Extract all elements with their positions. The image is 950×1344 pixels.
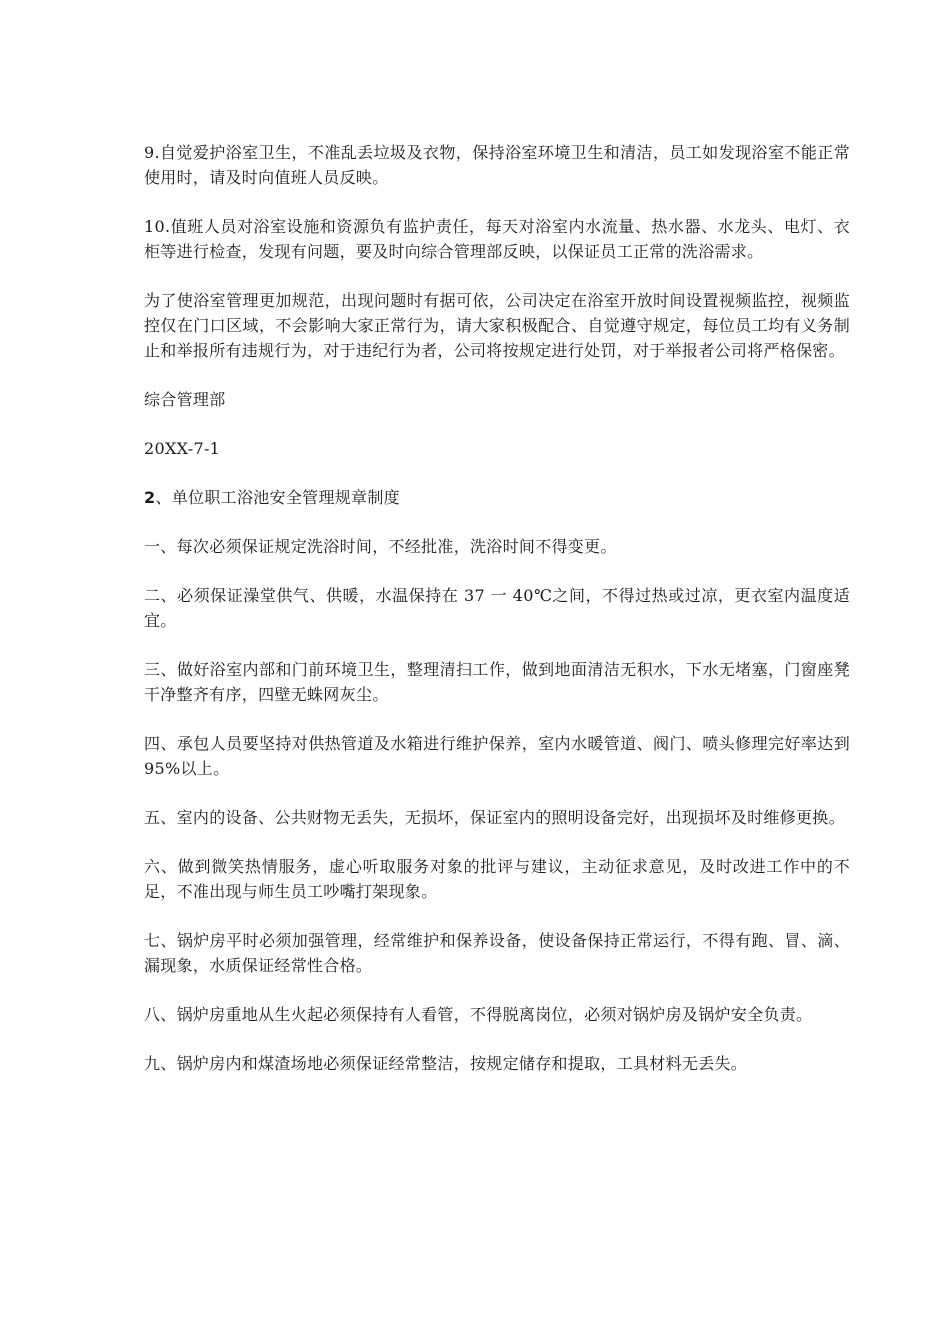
rule-6: 六、做到微笑热情服务，虚心听取服务对象的批评与建议，主动征求意见，及时改进工作中的不足，不准出现与师生员工吵嘴打架现象。 (144, 857, 850, 901)
section-heading (144, 485, 850, 510)
notice-paragraph: 为了使浴室管理更加规范，出现问题时有据可依，公司决定在浴室开放时间设置视频监控，视频监控仅在门口区域，不会影响大家正常行为，请大家积极配合、自觉遵守规定，每位员工均有义务制止和举报所有违规行为，对于违纪行为者，公司将按规定进行处罚，对于举报者公司将严格保密。 (144, 291, 850, 360)
section-title: 、单位职工浴池安全管理规章制度 (155, 488, 400, 507)
rule-2: 二、必须保证澡堂供气、供暖，水温保持在 37 一 40℃之间，不得过热或过凉，更衣室内温度适宜。 (144, 586, 850, 630)
paragraph-item-10: 10.值班人员对浴室设施和资源负有监护责任，每天对浴室内水流量、热水器、水龙头、电灯、衣柜等进行检查，发现有问题，要及时向综合管理部反映，以保证员工正常的洗浴需求。 (144, 217, 850, 261)
paragraph-item-9: 9.自觉爱护浴室卫生，不准乱丢垃圾及衣物，保持浴室环境卫生和清洁，员工如发现浴室不能正常使用时，请及时向值班人员反映。 (144, 143, 850, 187)
rule-5: 五、室内的设备、公共财物无丢失，无损坏，保证室内的照明设备完好，出现损坏及时维修更换。 (144, 808, 845, 827)
rule-9: 九、锅炉房内和煤渣场地必须保证经常整洁，按规定储存和提取，工具材料无丢失。 (144, 1054, 748, 1073)
rule-8: 八、锅炉房重地从生火起必须保持有人看管，不得脱离岗位，必须对锅炉房及锅炉安全负责。 (144, 1005, 813, 1024)
rule-7: 七、锅炉房平时必须加强管理，经常维护和保养设备，使设备保持正常运行，不得有跑、冒、滴、漏现象，水质保证经常性合格。 (144, 931, 850, 975)
section-number: 2 (144, 488, 156, 507)
rule-1: 一、每次必须保证规定洗浴时间，不经批准，洗浴时间不得变更。 (144, 537, 617, 556)
rule-4: 四、承包人员要坚持对供热管道及水箱进行维护保养，室内水暖管道、阀门、喷头修理完好率达到 95%以上。 (144, 734, 850, 778)
rule-3: 三、做好浴室内部和门前环境卫生，整理清扫工作，做到地面清洁无积水，下水无堵塞，门窗座凳干净整齐有序，四壁无蛛网灰尘。 (144, 660, 850, 704)
signature-department: 综合管理部 (144, 390, 226, 409)
signature-date: 20XX-7-1 (144, 439, 221, 458)
